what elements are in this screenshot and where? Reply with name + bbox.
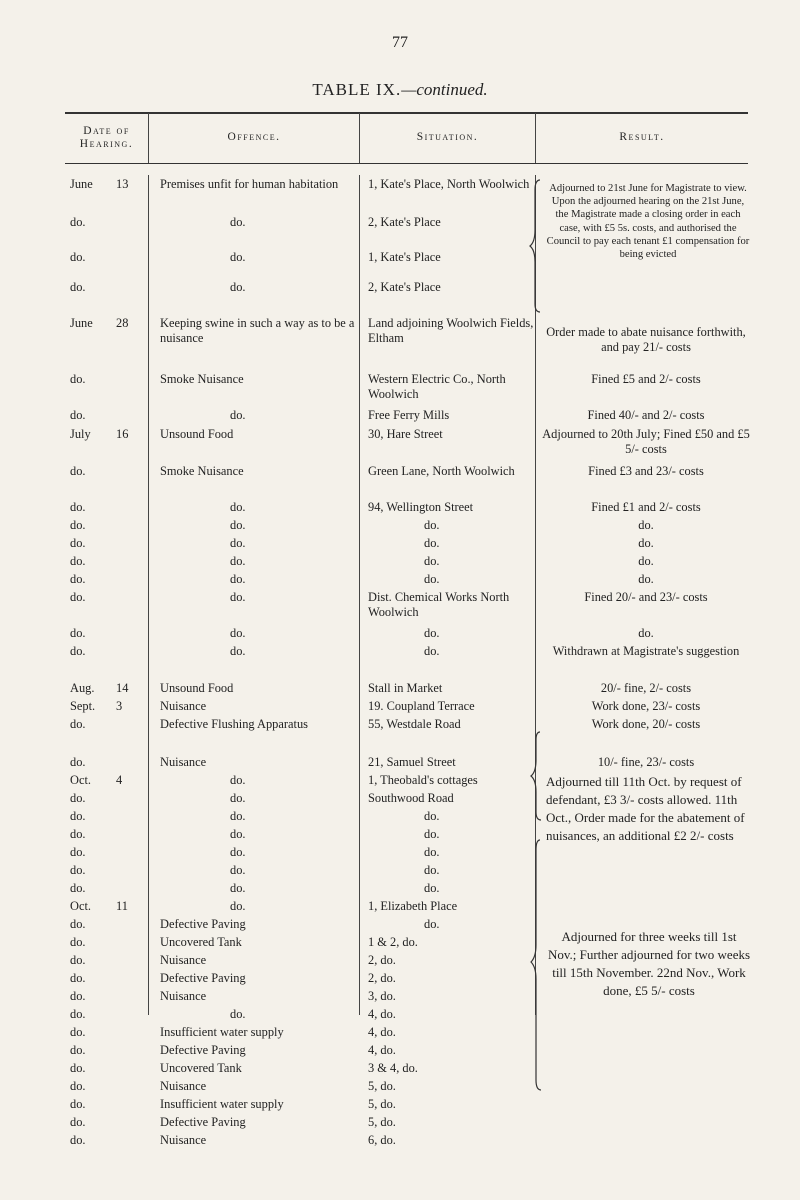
result-6: Fined £3 and 23/- costs xyxy=(588,464,704,478)
hearing-date xyxy=(70,1061,158,1076)
hearing-month: do. xyxy=(70,717,86,731)
offence-cell: do. xyxy=(230,845,246,859)
hearing-date xyxy=(70,1007,158,1022)
offence-cell: do. xyxy=(230,500,246,514)
hearing-date xyxy=(70,1079,158,1094)
situation-cell: Western Electric Co., North Woolwich xyxy=(368,372,506,401)
offence-cell: Nuisance xyxy=(160,1079,207,1093)
hearing-month: do. xyxy=(70,917,86,931)
offence-cell: Defective Paving xyxy=(160,917,246,931)
hearing-month: do. xyxy=(70,1079,86,1093)
hearing-date xyxy=(70,953,158,968)
hearing-date xyxy=(70,899,158,914)
hearing-date xyxy=(70,280,158,295)
table-title-suffix: —continued. xyxy=(401,80,488,99)
hearing-month: do. xyxy=(70,791,86,805)
offence-cell: Keeping swine in such a way as to be a nuisance xyxy=(160,316,355,345)
situation-cell: Green Lane, North Woolwich xyxy=(368,464,515,478)
header-bottom-rule xyxy=(65,163,748,164)
result-13: do. xyxy=(638,626,654,640)
hearing-month: do. xyxy=(70,518,86,532)
situation-cell: do. xyxy=(424,536,440,550)
hearing-date xyxy=(70,518,158,533)
hearing-month: Aug. xyxy=(70,681,95,695)
situation-cell: 1, Kate's Place, North Woolwich xyxy=(368,177,530,191)
hearing-month: do. xyxy=(70,1097,86,1111)
situation-cell: 1 & 2, do. xyxy=(368,935,418,949)
situation-cell: 94, Wellington Street xyxy=(368,500,474,514)
hearing-month: Sept. xyxy=(70,699,96,713)
hearing-month: Oct. xyxy=(70,899,91,913)
header-date-line2: Hearing. xyxy=(79,138,134,150)
situation-cell: 3 & 4, do. xyxy=(368,1061,418,1075)
situation-cell: 6, do. xyxy=(368,1133,396,1147)
hearing-month: do. xyxy=(70,215,86,229)
offence-cell: do. xyxy=(230,899,246,913)
hearing-day: 11 xyxy=(116,899,128,913)
offence-cell: Nuisance xyxy=(160,989,207,1003)
situation-cell: 3, do. xyxy=(368,989,396,1003)
offence-cell: Insufficient water supply xyxy=(160,1097,284,1111)
hearing-date xyxy=(70,863,158,878)
hearing-month: do. xyxy=(70,755,86,769)
hearing-month: do. xyxy=(70,536,86,550)
result-18: 10/- fine, 23/- costs xyxy=(597,755,695,769)
header-situation: Situation. xyxy=(416,131,479,144)
result-12: Fined 20/- and 23/- costs xyxy=(584,590,708,604)
offence-cell: do. xyxy=(230,863,246,877)
hearing-day: 28 xyxy=(116,316,129,330)
hearing-month: do. xyxy=(70,1043,86,1057)
offence-cell: Unsound Food xyxy=(160,427,234,441)
hearing-date xyxy=(70,845,158,860)
situation-cell: 2, do. xyxy=(368,971,396,985)
hearing-date xyxy=(70,1043,158,1058)
result-4: Fined 40/- and 2/- costs xyxy=(587,408,705,422)
hearing-month: do. xyxy=(70,1115,86,1129)
offence-cell: Smoke Nuisance xyxy=(160,464,244,478)
hearing-month: do. xyxy=(70,953,86,967)
hearing-month: June xyxy=(70,316,93,330)
offence-cell: Nuisance xyxy=(160,953,207,967)
situation-cell: do. xyxy=(424,917,440,931)
situation-cell: 30, Hare Street xyxy=(368,427,443,441)
situation-cell: do. xyxy=(424,572,440,586)
situation-cell: do. xyxy=(424,881,440,895)
hearing-date xyxy=(70,989,158,1004)
offence-cell: do. xyxy=(230,626,246,640)
offence-cell: do. xyxy=(230,518,246,532)
hearing-date xyxy=(70,250,158,265)
situation-cell: do. xyxy=(424,554,440,568)
hearing-month: do. xyxy=(70,971,86,985)
offence-cell: Uncovered Tank xyxy=(160,1061,242,1075)
hearing-date xyxy=(70,755,158,770)
hearing-date xyxy=(70,464,158,479)
hearing-date xyxy=(70,699,158,714)
offence-cell: do. xyxy=(230,250,246,264)
header-offence: Offence. xyxy=(227,131,281,144)
hearing-month: do. xyxy=(70,590,86,604)
situation-cell: Southwood Road xyxy=(368,791,454,805)
hearing-month: do. xyxy=(70,1133,86,1147)
hearing-month: do. xyxy=(70,1025,86,1039)
situation-cell: 2, Kate's Place xyxy=(368,215,441,229)
offence-cell: do. xyxy=(230,536,246,550)
offence-cell: do. xyxy=(230,881,246,895)
hearing-date xyxy=(70,644,158,659)
page-number: 77 xyxy=(392,34,408,51)
hearing-date xyxy=(70,408,158,423)
situation-cell: 55, Westdale Road xyxy=(368,717,461,731)
result-20: Adjourned for three weeks till 1st Nov.; Further adjourned for two weeks till 15th November. 22nd Nov., Work done, £5 5/- costs xyxy=(547,929,751,998)
offence-cell: do. xyxy=(230,827,246,841)
hearing-date xyxy=(70,554,158,569)
header-date xyxy=(65,114,148,162)
hearing-date xyxy=(70,791,158,806)
situation-cell: do. xyxy=(424,827,440,841)
offence-cell: Nuisance xyxy=(160,755,207,769)
offence-cell: do. xyxy=(230,809,246,823)
offence-cell: Nuisance xyxy=(160,699,207,713)
hearing-date xyxy=(70,971,158,986)
result-11: do. xyxy=(638,572,654,586)
situation-cell: 2, Kate's Place xyxy=(368,280,441,294)
hearing-date xyxy=(70,917,158,932)
situation-cell: do. xyxy=(424,644,440,658)
result-9: do. xyxy=(638,536,654,550)
hearing-date xyxy=(70,935,158,950)
situation-cell: 21, Samuel Street xyxy=(368,755,456,769)
offence-cell: Defective Paving xyxy=(160,1043,246,1057)
situation-cell: 19. Coupland Terrace xyxy=(368,699,475,713)
hearing-month: do. xyxy=(70,1007,86,1021)
situation-cell: do. xyxy=(424,863,440,877)
situation-cell: 5, do. xyxy=(368,1115,396,1129)
hearing-month: do. xyxy=(70,464,86,478)
hearing-date xyxy=(70,1097,158,1112)
hearing-date xyxy=(70,1115,158,1130)
hearing-month: do. xyxy=(70,644,86,658)
situation-cell: Land adjoining Woolwich Fields, Eltham xyxy=(368,316,534,345)
result-10: do. xyxy=(638,554,654,568)
hearing-month: do. xyxy=(70,554,86,568)
hearing-month: do. xyxy=(70,845,86,859)
hearing-date xyxy=(70,427,158,442)
offence-cell: Premises unfit for human habitation xyxy=(160,177,339,191)
offence-cell: do. xyxy=(230,791,246,805)
hearing-month: Oct. xyxy=(70,773,91,787)
result-2: Order made to abate nuisance forthwith, and pay 21/- costs xyxy=(546,325,746,354)
result-1: Adjourned to 21st June for Magistrate to view. Upon the adjourned hearing on the 21st June, the Magistrate made a closing order in each case, with £5 5s. costs, and authorised the Council to pay each tenant £1 compensation for being evicted xyxy=(546,183,750,261)
result-7: Fined £1 and 2/- costs xyxy=(591,500,701,514)
result-16: Work done, 23/- costs xyxy=(591,699,701,713)
offence-cell: do. xyxy=(230,590,246,604)
offence-cell: do. xyxy=(230,280,246,294)
offence-cell: Smoke Nuisance xyxy=(160,372,244,386)
situation-cell: 1, Kate's Place xyxy=(368,250,441,264)
hearing-date xyxy=(70,177,158,192)
situation-cell: 4, do. xyxy=(368,1007,396,1021)
hearing-month: do. xyxy=(70,989,86,1003)
hearing-date xyxy=(70,536,158,551)
hearing-month: July xyxy=(70,427,91,441)
situation-cell: do. xyxy=(424,845,440,859)
hearing-day: 3 xyxy=(116,699,123,713)
result-17: Work done, 20/- costs xyxy=(591,717,701,731)
offence-cell: do. xyxy=(230,1007,246,1021)
situation-cell: 4, do. xyxy=(368,1025,396,1039)
offence-cell: Defective Flushing Apparatus xyxy=(160,717,308,731)
hearing-month: do. xyxy=(70,1061,86,1075)
result-5: Adjourned to 20th July; Fined £50 and £5 5/- costs xyxy=(542,427,750,456)
hearing-month: do. xyxy=(70,827,86,841)
result-8: do. xyxy=(638,518,654,532)
situation-cell: 4, do. xyxy=(368,1043,396,1057)
situation-cell: Dist. Chemical Works North Woolwich xyxy=(368,590,510,619)
hearing-month: do. xyxy=(70,809,86,823)
hearing-day: 4 xyxy=(116,773,123,787)
hearing-date xyxy=(70,809,158,824)
table-title-main: TABLE IX. xyxy=(312,80,402,99)
header-date-line1: Date of xyxy=(83,124,130,137)
hearing-month: do. xyxy=(70,863,86,877)
situation-cell: 5, do. xyxy=(368,1097,396,1111)
hearing-month: do. xyxy=(70,500,86,514)
result-14: Withdrawn at Magistrate's suggestion xyxy=(552,644,740,658)
offence-cell: Insufficient water supply xyxy=(160,1025,284,1039)
offence-cell: do. xyxy=(230,408,246,422)
hearing-date xyxy=(70,1025,158,1040)
situation-cell: 2, do. xyxy=(368,953,396,967)
hearing-date xyxy=(70,773,158,788)
hearing-day: 16 xyxy=(116,427,129,441)
hearing-date xyxy=(70,316,158,331)
hearing-month: do. xyxy=(70,626,86,640)
situation-cell: do. xyxy=(424,626,440,640)
offence-cell: Defective Paving xyxy=(160,1115,246,1129)
hearing-month: do. xyxy=(70,250,86,264)
hearing-date xyxy=(70,1133,158,1148)
situation-cell: do. xyxy=(424,518,440,532)
hearing-date xyxy=(70,372,158,387)
offence-cell: Unsound Food xyxy=(160,681,234,695)
offence-cell: do. xyxy=(230,644,246,658)
hearing-date xyxy=(70,626,158,641)
offence-cell: do. xyxy=(230,572,246,586)
offence-cell: Uncovered Tank xyxy=(160,935,242,949)
hearing-month: do. xyxy=(70,572,86,586)
hearing-date xyxy=(70,681,158,696)
table-title xyxy=(0,80,800,100)
hearing-date xyxy=(70,500,158,515)
offence-cell: Nuisance xyxy=(160,1133,207,1147)
result-15: 20/- fine, 2/- costs xyxy=(600,681,692,695)
hearing-day: 14 xyxy=(116,681,129,695)
situation-cell: 5, do. xyxy=(368,1079,396,1093)
situation-cell: Stall in Market xyxy=(368,681,443,695)
situation-cell: Free Ferry Mills xyxy=(368,408,450,422)
hearing-month: do. xyxy=(70,280,86,294)
hearing-date xyxy=(70,827,158,842)
hearing-day: 13 xyxy=(116,177,129,191)
hearing-month: do. xyxy=(70,935,86,949)
header-result: Result. xyxy=(619,131,665,144)
hearing-date xyxy=(70,590,158,605)
offence-cell: do. xyxy=(230,554,246,568)
situation-cell: do. xyxy=(424,809,440,823)
result-19: Adjourned till 11th Oct. by request of defendant, £3 3/- costs allowed. 11th Oct., Order made for the abatement of nuisances, an additional £2 2/- costs xyxy=(546,774,745,843)
hearing-date xyxy=(70,881,158,896)
hearing-date xyxy=(70,215,158,230)
result-3: Fined £5 and 2/- costs xyxy=(591,372,701,386)
hearing-month: do. xyxy=(70,372,86,386)
hearing-month: do. xyxy=(70,881,86,895)
situation-cell: 1, Elizabeth Place xyxy=(368,899,458,913)
hearing-month: do. xyxy=(70,408,86,422)
situation-cell: 1, Theobald's cottages xyxy=(368,773,478,787)
hearing-month: June xyxy=(70,177,93,191)
offence-cell: do. xyxy=(230,215,246,229)
hearing-date xyxy=(70,717,158,732)
hearing-date xyxy=(70,572,158,587)
offence-cell: do. xyxy=(230,773,246,787)
offence-cell: Defective Paving xyxy=(160,971,246,985)
